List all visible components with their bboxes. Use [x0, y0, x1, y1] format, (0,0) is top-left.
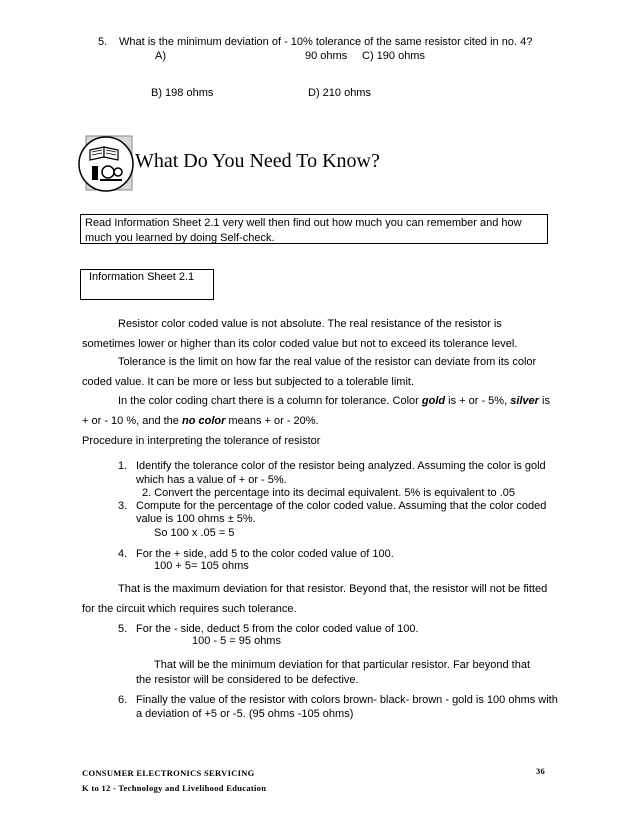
p3-gold: gold [421, 395, 446, 407]
option-b: B) 198 ohms [151, 87, 214, 99]
paragraph-min-text: That will be the minimum deviation for that particular resistor. Far beyond that the resistor will be considered to be defective. [136, 659, 531, 686]
p3-silver: silver [510, 395, 539, 407]
question-number: 5. [98, 36, 108, 48]
page-number: 36 [536, 766, 546, 776]
p3-a: In the color coding chart there is a column for tolerance. Color [118, 395, 422, 407]
p3-b: is + or - 5%, [445, 395, 511, 407]
paragraph-2-text: Tolerance is the limit on how far the real value of the resistor can deviate from its color coded value. It can be more or less but subjected to a tolerable limit. [82, 356, 537, 388]
option-c: C) 190 ohms [362, 50, 425, 62]
instruction-box: Read Information Sheet 2.1 very well then find out how much you can remember and how much you learned by doing Self-check. [80, 214, 548, 244]
p3-c: is + or - 10 %, and the [82, 395, 550, 427]
footer-title: CONSUMER ELECTRONICS SERVICING [82, 768, 255, 778]
paragraph-max [82, 579, 552, 619]
paragraph-min [136, 658, 546, 688]
paragraph-1 [82, 314, 552, 354]
step-3-number: 3. [118, 500, 128, 512]
step-1-line-2: which has a value of + or - 5%. [136, 474, 287, 486]
step-2: 2. Convert the percentage into its decimal equivalent. 5% is equivalent to .05 [142, 487, 516, 499]
paragraph-2 [82, 352, 552, 392]
question-text: What is the minimum deviation of - 10% tolerance of the same resistor cited in no. 4? [119, 36, 533, 48]
p3-d: means + or - 20%. [225, 415, 319, 427]
footer-subtitle: K to 12 - Technology and Livelihood Education [82, 783, 267, 793]
step-3-line-1: Compute for the percentage of the color coded value. Assuming that the color coded [136, 500, 547, 512]
step-6-line-2: a deviation of +5 or -5. (95 ohms -105 ohms) [136, 708, 354, 720]
step-1-line-1: Identify the tolerance color of the resistor being analyzed. Assuming the color is gold [136, 460, 546, 472]
option-d: D) 210 ohms [308, 87, 371, 99]
step-3-line-2: value is 100 ohms ± 5%. [136, 513, 256, 525]
step-4-calc: 100 + 5= 105 ohms [154, 560, 249, 572]
step-4-line-1: For the + side, add 5 to the color coded value of 100. [136, 548, 394, 560]
step-5-line-1: For the - side, deduct 5 from the color coded value of 100. [136, 623, 419, 635]
option-a-label: A) [155, 50, 166, 62]
paragraph-max-text: That is the maximum deviation for that resistor. Beyond that, the resistor will not be fitted for the circuit which requires such tolerance. [82, 583, 548, 615]
option-a-value: 90 ohms [305, 50, 348, 62]
paragraph-1-text: Resistor color coded value is not absolute. The real resistance of the resistor is sometimes lower or higher than its color coded value but not to exceed its tolerance level. [82, 318, 518, 350]
step-5-calc: 100 - 5 = 95 ohms [192, 635, 281, 647]
step-3-calc: So 100 x .05 = 5 [154, 527, 235, 539]
procedure-heading: Procedure in interpreting the tolerance of resistor [82, 435, 321, 447]
step-6-number: 6. [118, 694, 128, 706]
step-4-number: 4. [118, 548, 128, 560]
paragraph-3 [82, 391, 552, 431]
step-6-line-1: Finally the value of the resistor with colors brown- black- brown - gold is 100 ohms with [136, 694, 558, 706]
step-1-number: 1. [118, 460, 128, 472]
info-sheet-label-text: Information Sheet 2.1 [89, 271, 195, 283]
step-5-number: 5. [118, 623, 128, 635]
info-sheet-label [80, 269, 214, 300]
section-heading: What Do You Need To Know? [135, 150, 380, 172]
p3-nocolor: no color [181, 415, 226, 427]
book-reader-icon [78, 132, 134, 192]
